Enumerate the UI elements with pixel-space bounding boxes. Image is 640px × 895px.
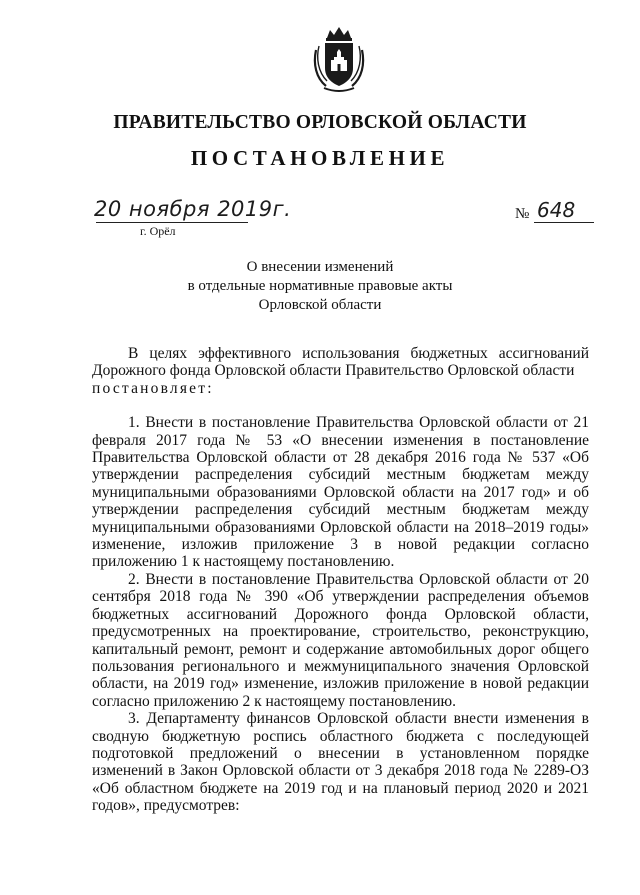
- subject-line: О внесении изменений: [246, 259, 394, 275]
- coat-of-arms-icon: [310, 24, 368, 94]
- number-underline: [534, 222, 594, 223]
- document-date: 20 ноября 2019г.: [94, 197, 292, 221]
- document-type: ПОСТАНОВЛЕНИЕ: [190, 146, 450, 170]
- item-1-paragraph: 1. Внести в постановление Правительства Орловской области от 21 февраля 2017 года № 53 «О внесении изменения в постановление Правительства Орловской области от 28 декабря 2016 года № 537 «Об утверждении распределения субсидий местным бюджетам между муниципальными образованиями Орловской области на 2017 год» и об утверждении распределения субсидий местным бюджетам между муниципальными образованиями Орловской области на 2018–2019 годы» изменение, изложив приложение 3 в новой редакции согласно приложению 1 к настоящему постановлению.: [92, 414, 589, 571]
- document-body: [92, 345, 589, 815]
- preamble-text: В целях эффективного использования бюджетных ассигнований Дорожного фонда Орловской области Правительство Орловской области: [92, 345, 589, 380]
- document-number: 648: [537, 198, 576, 222]
- number-label: №: [515, 206, 530, 222]
- subject-line: в отдельные нормативные правовые акты: [187, 278, 453, 294]
- item-3-paragraph: 3. Департаменту финансов Орловской области внести изменения в сводную бюджетную роспись областного бюджета с последующей подготовкой предложений о внесении в установленном порядке изменений в Закон Орловской области от 3 декабря 2018 года № 2289-ОЗ «Об областном бюджете на 2019 год и на плановый период 2020 и 2021 годов», предусмотрев:: [92, 710, 589, 815]
- organization-title: ПРАВИТЕЛЬСТВО ОРЛОВСКОЙ ОБЛАСТИ: [113, 112, 527, 133]
- paragraph-gap: [92, 397, 589, 414]
- document-city: г. Орёл: [140, 224, 176, 238]
- date-underline: [96, 222, 248, 223]
- preamble-paragraph: [92, 345, 589, 380]
- subject-line: Орловской области: [258, 297, 382, 313]
- resolves-text: постановляет:: [92, 379, 214, 397]
- document-subject: [0, 258, 640, 315]
- resolves-line: [92, 380, 589, 397]
- item-2-paragraph: 2. Внести в постановление Правительства Орловской области от 20 сентября 2018 года № 390 «Об утверждении распределения объемов бюджетных ассигнований Дорожного фонда Орловской области, предусмотренных на проектирование, строительство, реконструкцию, капитальный ремонт, ремонт и содержание автомобильных дорог общего пользования регионального и межмуниципального значения Орловской области, на 2019 год» изменение, изложив приложение в новой редакции согласно приложению 2 к настоящему постановлению.: [92, 570, 589, 710]
